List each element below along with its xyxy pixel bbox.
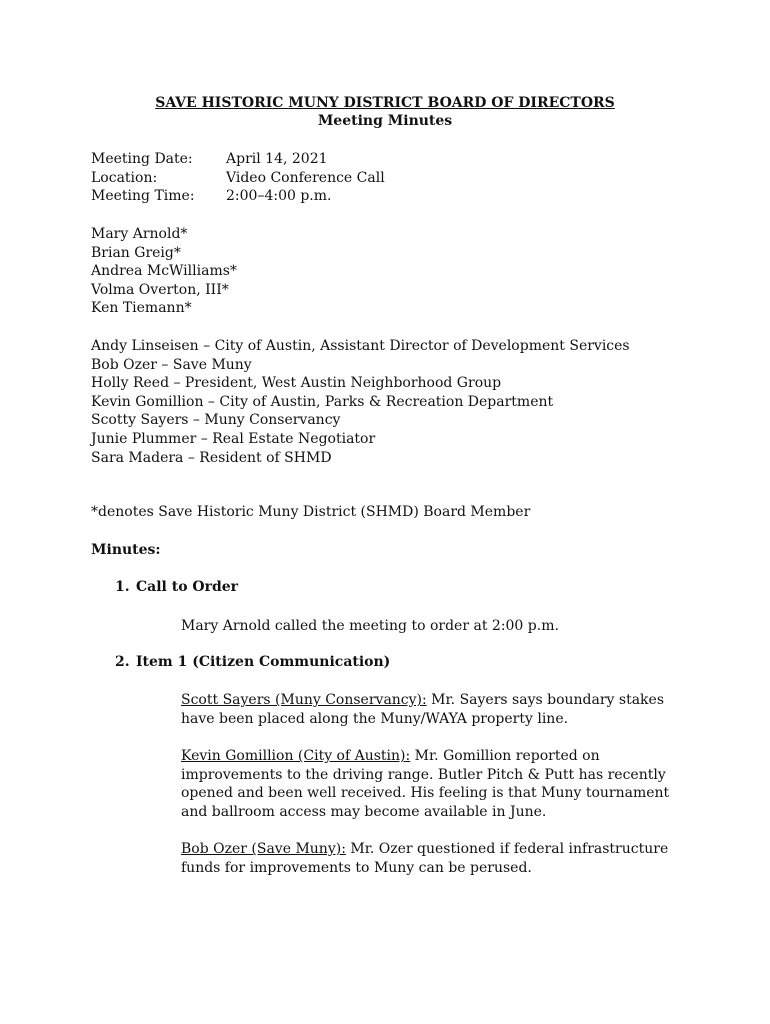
- attendee: Holly Reed – President, West Austin Neighborhood Group: [91, 375, 502, 392]
- meeting-details: [91, 150, 385, 206]
- board-member: Brian Greig*: [91, 244, 181, 261]
- board-member: Volma Overton, III*: [91, 281, 229, 298]
- attendee: Sara Madera – Resident of SHMD: [91, 449, 332, 466]
- board-member-footnote: *denotes Save Historic Muny District (SHMD) Board Member: [91, 504, 531, 520]
- attendee-list: [91, 337, 630, 467]
- meeting-date-row: [91, 150, 385, 169]
- attendee: Junie Plummer – Real Estate Negotiator: [91, 430, 376, 447]
- item-paragraph: [181, 617, 671, 636]
- paragraph-text: Mr. Sayers says boundary stakes have been placed along the Muny/WAYA property line.: [181, 692, 665, 727]
- item-paragraph: [181, 691, 671, 728]
- item-number: 2.: [115, 654, 130, 670]
- item-heading: [115, 579, 238, 595]
- item-number: 1.: [115, 579, 130, 595]
- board-member-list: [91, 225, 237, 318]
- attendee: Scotty Sayers – Muny Conservancy: [91, 412, 341, 429]
- attendee: Bob Ozer – Save Muny: [91, 356, 252, 373]
- meeting-time-row: [91, 187, 385, 206]
- document-subtitle: Meeting Minutes: [317, 113, 453, 129]
- meeting-time-value: 2:00–4:00 p.m.: [226, 188, 332, 204]
- meeting-date-value: April 14, 2021: [226, 151, 328, 167]
- meeting-time-label: Meeting Time:: [91, 188, 195, 204]
- location-row: [91, 169, 385, 188]
- attendee: Kevin Gomillion – City of Austin, Parks & Recreation Department: [91, 393, 554, 410]
- speaker-name: Bob Ozer (Save Muny):: [181, 841, 346, 857]
- minutes-heading: Minutes:: [91, 542, 161, 558]
- item-title: Call to Order: [136, 579, 239, 595]
- board-title: SAVE HISTORIC MUNY DISTRICT BOARD OF DIRECTORS: [155, 95, 615, 111]
- board-member: Mary Arnold*: [91, 226, 188, 242]
- paragraph-text: Mr. Ozer questioned if federal infrastructure funds for improvements to Muny can be perused.: [181, 841, 669, 876]
- location-value: Video Conference Call: [226, 169, 385, 186]
- item-title: Item 1 (Citizen Communication): [136, 654, 391, 670]
- item-heading: [115, 654, 390, 670]
- meeting-date-label: Meeting Date:: [91, 151, 193, 167]
- paragraph-text: Mary Arnold called the meeting to order at 2:00 p.m.: [181, 618, 559, 634]
- board-member: Andrea McWilliams*: [91, 263, 237, 280]
- paragraph-text: Mr. Gomillion reported on improvements to the driving range. Butler Pitch & Putt has recently opened and been well received. His feeling is that Muny tournament and ballroom access may become available in June.: [181, 748, 670, 820]
- location-label: Location:: [91, 169, 158, 186]
- board-member: Ken Tiemann*: [91, 300, 192, 317]
- document-title: [0, 94, 770, 130]
- item-paragraph: [181, 840, 671, 877]
- attendee: Andy Linseisen – City of Austin, Assistant Director of Development Services: [91, 338, 630, 354]
- item-paragraph: [181, 747, 671, 821]
- speaker-name: Kevin Gomillion (City of Austin):: [181, 748, 411, 764]
- speaker-name: Scott Sayers (Muny Conservancy):: [181, 692, 427, 708]
